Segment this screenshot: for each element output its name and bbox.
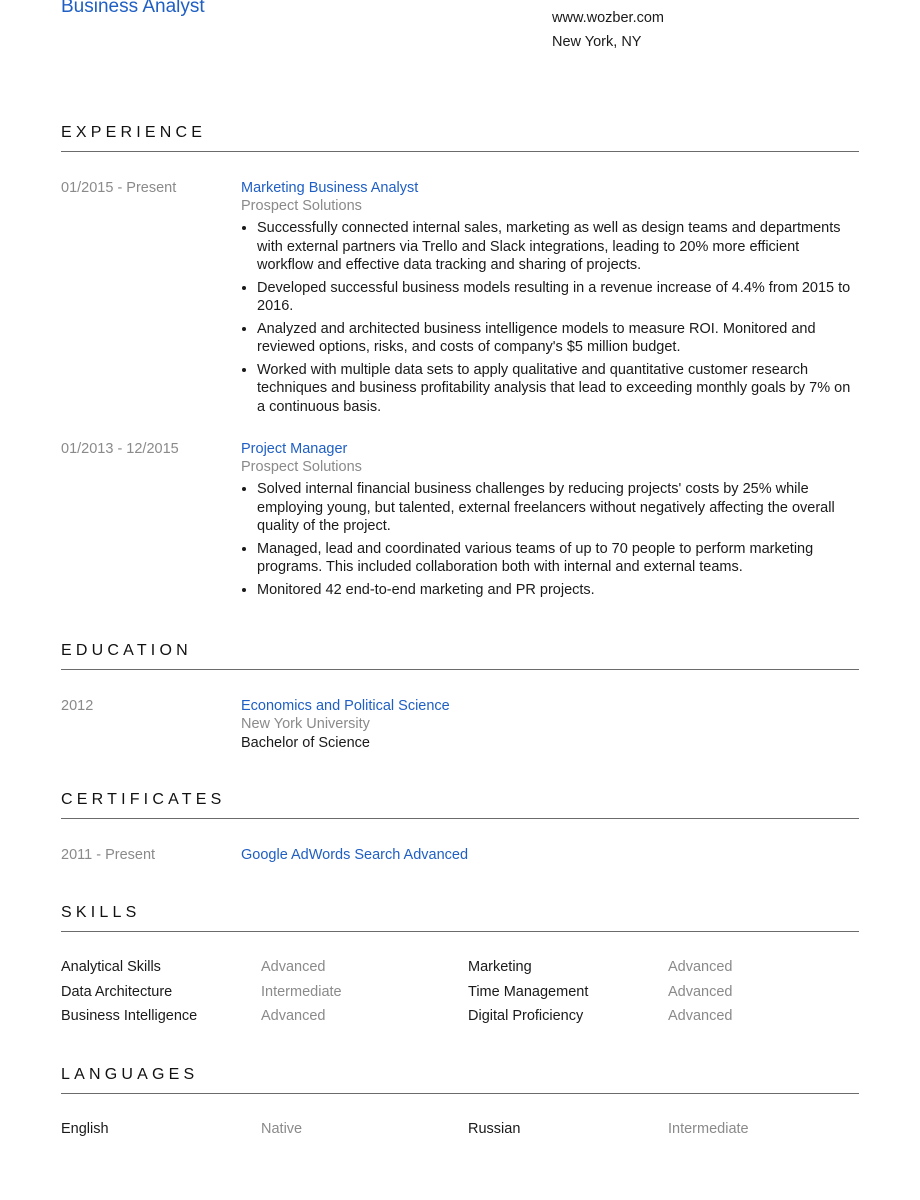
certificates-heading: CERTIFICATES bbox=[61, 791, 226, 808]
skill-name: Marketing bbox=[468, 959, 532, 975]
entry-date: 2012 bbox=[61, 698, 94, 714]
bullet-item: • Worked with multiple data sets to apply qualitative and quantitative customer research techniques and business profitability analysis that lead to exceeding monthly goals by 7% on a continuous basis. bbox=[257, 361, 859, 417]
experience-entry-1 bbox=[61, 179, 859, 416]
entry-date: 2011 - Present bbox=[61, 847, 156, 863]
bullet-item: • Analyzed and architected business intelligence models to measure ROI. Monitored and reviewed options, risks, and costs of company's $5 million budget. bbox=[257, 320, 859, 357]
skills-row bbox=[61, 1006, 859, 1031]
bullet-item: • Successfully connected internal sales, marketing as well as design teams and departments with external partners via Trello and Slack integrations, leading to 20% more efficient workflow and effective data tracking and sharing of projects. bbox=[257, 219, 859, 275]
website-link[interactable]: www.wozber.com bbox=[552, 10, 665, 26]
experience-entry-2 bbox=[61, 440, 859, 599]
location: New York, NY bbox=[552, 34, 642, 50]
skill-name: Time Management bbox=[468, 983, 589, 1000]
skill-level: Advanced bbox=[668, 959, 733, 975]
bullet-item: • Monitored 42 end-to-end marketing and PR projects. bbox=[257, 581, 859, 600]
job-title: Business Analyst bbox=[61, 0, 205, 17]
languages-section bbox=[61, 1063, 859, 1144]
entry-bullets bbox=[241, 480, 859, 599]
experience-section bbox=[61, 121, 859, 603]
entry-bullets bbox=[241, 219, 859, 416]
contact-block bbox=[552, 6, 664, 54]
certificate-name: Google AdWords Search Advanced bbox=[241, 847, 469, 863]
section-divider bbox=[61, 151, 859, 152]
language-name: Russian bbox=[468, 1121, 521, 1137]
section-divider bbox=[61, 931, 859, 932]
bullet-item: • Managed, lead and coordinated various teams of up to 70 people to perform marketing programs. This included collaboration both with internal and external teams. bbox=[257, 540, 859, 577]
language-level: Intermediate bbox=[668, 1121, 749, 1137]
skill-level: Advanced bbox=[668, 983, 733, 1000]
skill-name: Digital Proficiency bbox=[468, 1008, 584, 1024]
entry-date: 01/2015 - Present bbox=[61, 180, 177, 196]
entry-company: Prospect Solutions bbox=[241, 459, 362, 475]
skill-name: Business Intelligence bbox=[61, 1008, 198, 1024]
languages-grid bbox=[61, 1119, 859, 1144]
education-section bbox=[61, 639, 859, 753]
certificate-entry bbox=[61, 846, 859, 864]
education-degree: Bachelor of Science bbox=[241, 735, 370, 751]
section-divider bbox=[61, 818, 859, 819]
education-field: Economics and Political Science bbox=[241, 698, 450, 714]
entry-role: Project Manager bbox=[241, 441, 348, 457]
language-level: Native bbox=[261, 1121, 303, 1137]
skill-name: Analytical Skills bbox=[61, 959, 161, 975]
skills-section bbox=[61, 901, 859, 1031]
skills-heading: SKILLS bbox=[61, 904, 141, 921]
skill-level: Intermediate bbox=[261, 983, 342, 1000]
skills-grid bbox=[61, 957, 859, 1031]
education-school: New York University bbox=[241, 716, 370, 732]
skill-level: Advanced bbox=[261, 959, 326, 975]
skill-level: Advanced bbox=[261, 1008, 326, 1024]
language-name: English bbox=[61, 1121, 109, 1137]
skills-row bbox=[61, 982, 859, 1007]
entry-date: 01/2013 - 12/2015 bbox=[61, 441, 179, 457]
languages-row bbox=[61, 1119, 859, 1144]
skill-name: Data Architecture bbox=[61, 983, 173, 1000]
bullet-item: • Solved internal financial business challenges by reducing projects' costs by 25% while employing young, but talented, external freelancers without negatively affecting the overall quality of the project. bbox=[257, 480, 859, 536]
skills-row bbox=[61, 957, 859, 982]
bullet-item: • Developed successful business models resulting in a revenue increase of 4.4% from 2015 to 2016. bbox=[257, 279, 859, 316]
section-divider bbox=[61, 669, 859, 670]
skill-level: Advanced bbox=[668, 1008, 733, 1024]
entry-company: Prospect Solutions bbox=[241, 198, 362, 214]
section-divider bbox=[61, 1093, 859, 1094]
education-heading: EDUCATION bbox=[61, 642, 192, 659]
education-entry bbox=[61, 697, 859, 753]
certificates-section bbox=[61, 788, 859, 864]
entry-role: Marketing Business Analyst bbox=[241, 180, 419, 196]
languages-heading: LANGUAGES bbox=[61, 1066, 199, 1083]
experience-heading: EXPERIENCE bbox=[61, 124, 207, 141]
